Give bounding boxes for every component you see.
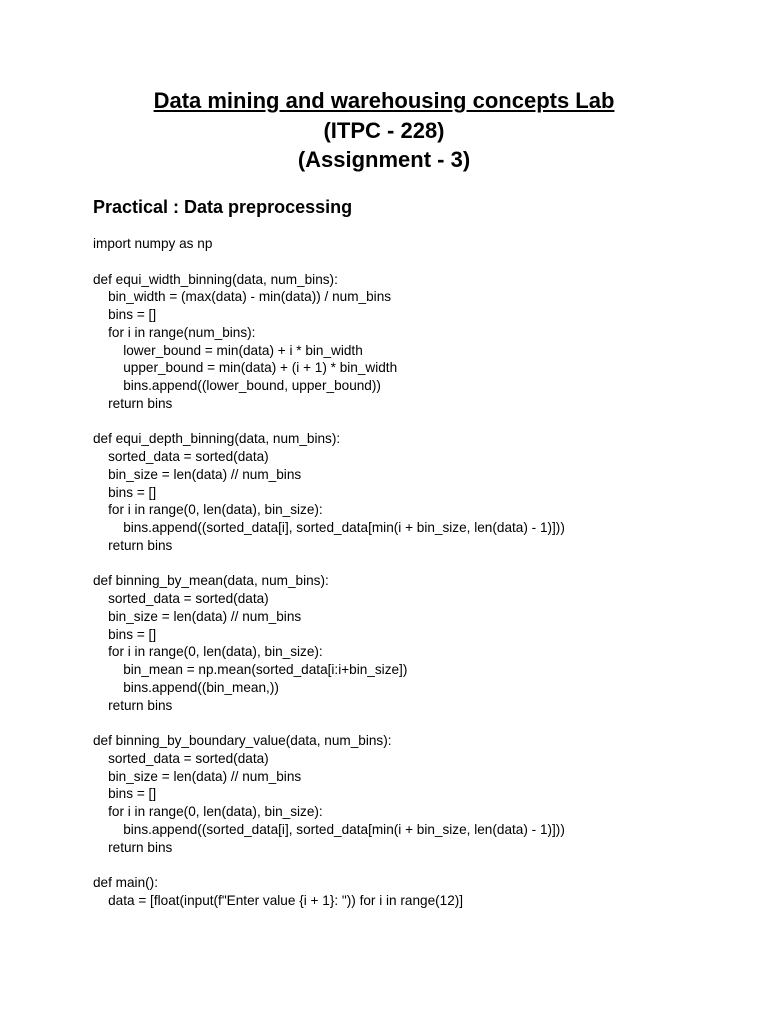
code-line: def binning_by_boundary_value(data, num_bins): bbox=[93, 733, 392, 748]
code-line bbox=[93, 856, 565, 874]
code-line: bins = [] bbox=[93, 626, 157, 642]
code-line: def binning_by_mean(data, num_bins): bbox=[93, 573, 329, 589]
code-line bbox=[93, 413, 565, 431]
code-line: bins = [] bbox=[93, 484, 157, 500]
code-line: return bins bbox=[93, 697, 173, 713]
code-line: for i in range(0, len(data), bin_size): bbox=[93, 804, 323, 819]
code-line: for i in range(0, len(data), bin_size): bbox=[93, 502, 323, 518]
code-line: upper_bound = min(data) + (i + 1) * bin_width bbox=[93, 360, 398, 376]
code-line: bin_size = len(data) // num_bins bbox=[93, 466, 302, 482]
code-line: sorted_data = sorted(data) bbox=[93, 449, 269, 464]
course-code: (ITPC - 228) bbox=[323, 117, 445, 143]
code-line: bins.append((sorted_data[i], sorted_data[min(i + bin_size, len(data) - 1)])) bbox=[93, 821, 565, 837]
code-line: def equi_depth_binning(data, num_bins): bbox=[93, 431, 341, 447]
code-line: bin_size = len(data) // num_bins bbox=[93, 608, 302, 624]
code-line: data = [float(input(f"Enter value {i + 1}: ")) for i in range(12)] bbox=[93, 892, 464, 908]
code-line: def main(): bbox=[93, 875, 158, 890]
code-line: import numpy as np bbox=[93, 236, 213, 251]
code-line: return bins bbox=[93, 839, 173, 855]
code-line: lower_bound = min(data) + i * bin_width bbox=[93, 342, 363, 358]
code-line: bin_mean = np.mean(sorted_data[i:i+bin_size]) bbox=[93, 662, 408, 677]
document-title: Data mining and warehousing concepts Lab bbox=[153, 88, 615, 113]
code-line: bins = [] bbox=[93, 786, 157, 802]
code-line: bins.append((sorted_data[i], sorted_data[min(i + bin_size, len(data) - 1)])) bbox=[93, 520, 565, 535]
code-line bbox=[93, 555, 565, 573]
code-line: sorted_data = sorted(data) bbox=[93, 591, 269, 606]
code-line: return bins bbox=[93, 537, 173, 553]
code-line: bin_size = len(data) // num_bins bbox=[93, 768, 302, 784]
assignment-label: (Assignment - 3) bbox=[297, 147, 471, 172]
code-line: sorted_data = sorted(data) bbox=[93, 750, 269, 766]
code-block bbox=[93, 235, 565, 910]
code-line: bins = [] bbox=[93, 307, 157, 322]
section-heading: Practical : Data preprocessing bbox=[93, 197, 353, 217]
code-line bbox=[93, 253, 565, 271]
code-line: for i in range(num_bins): bbox=[93, 324, 256, 340]
code-line: def equi_width_binning(data, num_bins): bbox=[93, 271, 338, 287]
code-line: bin_width = (max(data) - min(data)) / num_bins bbox=[93, 289, 392, 305]
code-line bbox=[93, 714, 565, 732]
title-block bbox=[0, 86, 768, 175]
code-line: for i in range(0, len(data), bin_size): bbox=[93, 644, 323, 660]
code-line: bins.append((lower_bound, upper_bound)) bbox=[93, 378, 381, 393]
code-line: bins.append((bin_mean,)) bbox=[93, 679, 279, 695]
code-line: return bins bbox=[93, 395, 173, 411]
